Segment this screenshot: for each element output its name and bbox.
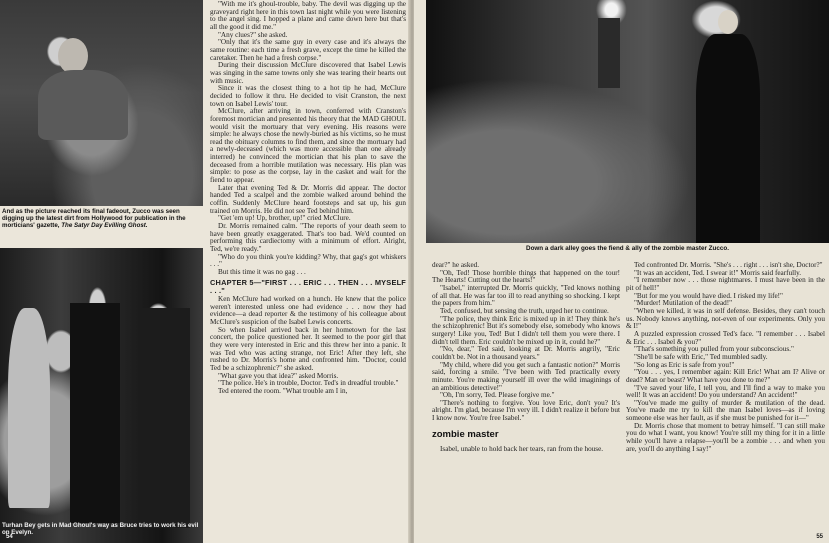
paragraph: "It was an accident, Ted. I swear it!" Morris said fearfully. xyxy=(634,268,802,277)
photo-figure-body xyxy=(38,70,128,140)
paragraph: "There's nothing to forgive. You love Eric, don't you? It's alright. I'm glad, because I'm very ill. I didn't realize it before but I know now. You're free Isabel." xyxy=(432,398,620,423)
paragraph: "I've saved your life, I tell you, and I'll find a way to make you well! It was an accident! Do you understand? An accident!" xyxy=(626,383,825,400)
photo-caption-alley: Down a dark alley goes the fiend & ally of the zombie master Zucco. xyxy=(526,245,729,252)
photo-figure-background-man xyxy=(598,18,620,88)
paragraph: "The police, they think Eric is mixed up in it! They think he's the schizophrenic! But it's somebody else, somebody who knows surgery! Like you, Ted! But I didn't tell them you were there. I didn't tell them. Eric couldn't be mixed up in it, could he?" xyxy=(432,314,620,346)
paragraph: "When we killed, it was in self defense. Besides, they can't touch us. Nobody knows anything, not-even of our experiments. Only you & I!" xyxy=(626,306,825,331)
paragraph: "No, dear," Ted said, looking at Dr. Morris angrily, "Eric couldn't be. Not in a thousand years." xyxy=(432,345,620,361)
paragraph: "Oh, Ted! Those horrible things that happened on the tour! The Hearts! Cutting out the hearts!" xyxy=(432,268,620,285)
paragraph: But this time it was no gag . . . xyxy=(218,267,306,276)
left-page xyxy=(0,0,410,543)
paragraph: "I remember now . . . those nightmares. I must have been in the pit of hell!" xyxy=(626,276,825,292)
paragraph: Isabel, unable to hold back her tears, ran from the house. xyxy=(440,444,604,453)
paragraph: "Murder! Mutilation of the dead!" xyxy=(634,299,733,308)
paragraph: "You . . . yes, I remember again: Kill Eric! What am I? Alive or dead? Man or beast? What have you done to me?" xyxy=(626,368,825,384)
paragraph: So when Isabel arrived back in her hometown for the last concert, the police questioned her. It seemed to the poor girl that they were very interested in Eric and this threw her into a panic. It was Ted who was acting strange, not Eric! After they left, she rushed to Dr. Morris's home and confronted him. "Doctor, could Ted be a schizophrenic?" she asked. xyxy=(210,325,406,372)
photo-figure-head xyxy=(58,38,88,74)
photo-mad-ghoul xyxy=(0,248,203,543)
photo-figure-bruce xyxy=(70,303,120,523)
paragraph: "My child, where did you get such a fantastic notion?" Morris said, forcing a smile. "I've been with Ted practically every minute. You're making yourself ill over the wild imaginings of an ambitious detective!" xyxy=(432,360,620,392)
right-text-column-2 xyxy=(626,262,825,542)
paragraph: Ted, confused, but sensing the truth, urged her to continue. xyxy=(440,306,609,315)
paragraph: "Who do you think you're kidding? Why, that gag's got whiskers . . ." xyxy=(210,252,406,269)
paragraph: Ted entered the room. "What trouble am I in, xyxy=(218,386,348,395)
photo-dark-alley xyxy=(426,0,829,243)
paragraph: During their discussion McClure discovered that Isabel Lewis was singing in the same towns only she was tearing their hearts out with music. xyxy=(210,61,406,85)
paragraph: "Isabel," interrupted Dr. Morris quickly, "Ted knows nothing of all that. He was far too ill to read anything so shocking. I kept the papers from him." xyxy=(432,283,620,308)
right-text-column-1 xyxy=(432,262,620,542)
paragraph: "The police. He's in trouble, Doctor. Ted's in dreadful trouble." xyxy=(218,379,399,388)
paragraph: Later that evening Ted & Dr. Morris did appear. The doctor handed Ted a scalpel and the zombie walked around behind the coffin. Suddenly McClure heard footsteps and sat up, his gun trained on Morris. He did not see Ted behind him. xyxy=(210,183,406,215)
chapter-heading: CHAPTER 5—"FIRST . . . ERIC . . . THEN . . . MYSELF . . ." xyxy=(210,277,406,295)
paragraph: "Oh, I'm sorry, Ted. Please forgive me." xyxy=(440,391,555,400)
left-text-column xyxy=(210,1,406,541)
photo-figure-evelyn xyxy=(8,308,50,508)
photo-zucco-digging xyxy=(0,0,203,206)
right-page xyxy=(414,0,829,543)
paragraph: McClure, after arriving in town, conferred with Cranston's foremost mortician and presented his theory that the MAD GHOUL would visit the mortuary that very evening. His reasons were simple: he always chose the newly-buried as his victims, so he must read the obituary columns to find them, and since the mortuary had a newly-deceased (which was more accessible than one already interred) he convinced the mortician that his plan to save the deceased from a horrible mutilation was necessary. His plan was simple: to pose as the corpse, lay in the casket and wait for the fiend to appear. xyxy=(210,107,406,185)
paragraph: "That's something you pulled from your subconscious." xyxy=(634,345,794,354)
paragraph: Ted confronted Dr. Morris. "She's . . . right . . . isn't she, Doctor?" xyxy=(634,262,823,269)
paragraph: Ken McClure had worked on a hunch. He knew that the police weren't interested unless one had evidence . . . now they had evidence—a dead reporter & the testimony of his colleague about McClure's suspicion of the Isabel Lewis concerts. xyxy=(210,295,406,326)
paragraph: "But for me you would have died. I risked my life!" xyxy=(634,291,783,300)
paragraph: Since it was the closest thing to a hot tip he had, McClure decided to follow it thru. He decided to visit Cranston, the next town on Isabel Lewis' tour. xyxy=(210,84,406,108)
paragraph: dear?" he asked. xyxy=(432,262,480,269)
photo-figure-head xyxy=(718,10,738,34)
paragraph: "What gave you that idea?" asked Morris. xyxy=(218,371,339,380)
section-subheading: zombie master xyxy=(432,428,499,440)
page-number-right: 55 xyxy=(816,534,823,540)
photo-figure-fiend xyxy=(696,34,760,243)
paragraph: "Get 'em up! Up, brother, up!" cried McClure. xyxy=(218,214,351,223)
photo-caption-top: And as the picture reached its final fadeout, Zucco was seen digging up the latest dirt from Hollywood for publication in the morticians' gazette, The Satyr Day Evilling Ghost. xyxy=(2,208,186,230)
page-number-left: 54 xyxy=(6,534,13,540)
paragraph: "She'll be safe with Eric," Ted mumbled sadly. xyxy=(634,352,768,361)
paragraph: "Only that it's the same guy in every case and it's always the same routine: each time a fresh grave, except the time he killed the caretaker. Then he had a fresh corpse." xyxy=(210,38,406,62)
paragraph: "With me it's ghoul-trouble, baby. The devil was digging up the graveyard right here in this town last night while you were listening to the angel sing. I hopped a plane and came down here but that's all the good it did me." xyxy=(210,1,406,31)
paragraph: Dr. Morris remained calm. "The reports of your death seem to have been greatly exaggerated. That's too bad. We'd counted on performing this cardiectomy with a minimum of effort. Alright, Ted, we're ready." xyxy=(210,222,406,253)
paragraph: A puzzled expression crossed Ted's face. "I remember . . . Isabel & Eric . . . Isabel & you?" xyxy=(626,329,825,346)
paragraph: "Any clues?" she asked. xyxy=(218,30,288,39)
photo-figure-bey xyxy=(140,308,190,528)
paragraph: Dr. Morris chose that moment to betray himself. "I can still make you do what I want, you know! You're still my thing for it in a little while you'll have a relapse—you'll be a zombie . . . and when you are, you'll do anything I say!" xyxy=(626,421,825,453)
paragraph: "You've made me guilty of murder & mutilation of the dead. You've made me try to kill the man Isabel loves—as if loving someone else was her fault, as if she must be punished for it—" xyxy=(626,398,825,423)
photo-caption-bottom: Turhan Bey gets in Mad Ghoul's way as Bruce tries to work his evil on Evelyn. xyxy=(2,521,199,536)
paragraph: "So long as Eric is safe from you!" xyxy=(634,360,735,369)
